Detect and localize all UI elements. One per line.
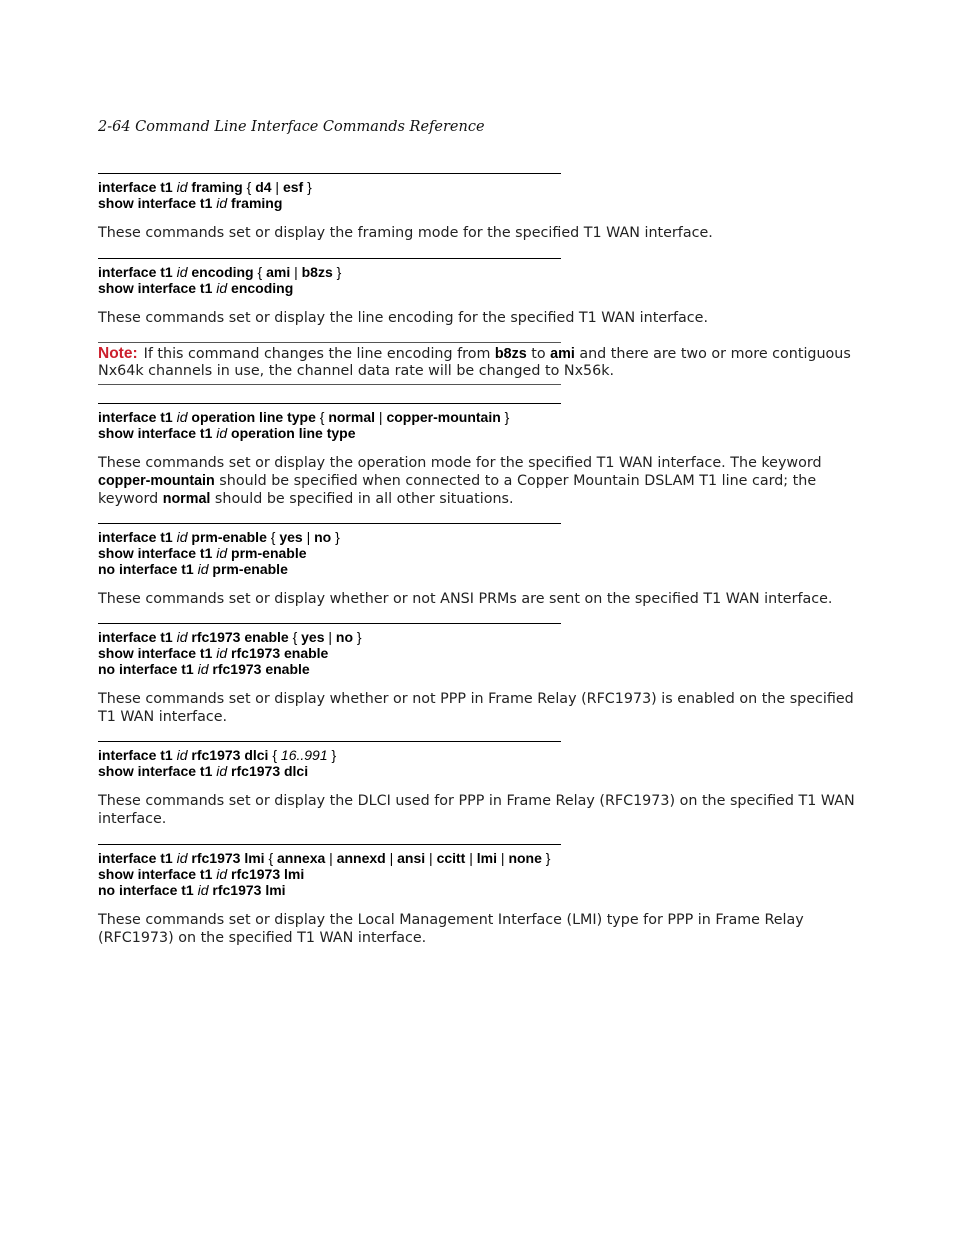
command-section-encoding bbox=[98, 258, 858, 327]
text-run: | bbox=[497, 850, 509, 866]
text-run: These commands set or display the DLCI used for PPP in Frame Relay (RFC1973) on the specified T1 WAN interface. bbox=[98, 793, 855, 827]
text-run: | bbox=[302, 529, 315, 545]
text-run: should be specified in all other situations. bbox=[210, 491, 514, 507]
keyword: no interface t1 bbox=[98, 882, 198, 898]
keyword: rfc1973 lmi bbox=[187, 850, 269, 866]
keyword: normal bbox=[162, 491, 211, 507]
parameter: id bbox=[176, 179, 188, 195]
parameter: id bbox=[216, 195, 228, 211]
command-section-rfc1973-enable bbox=[98, 623, 858, 726]
keyword: copper-mountain bbox=[98, 473, 215, 489]
section-rule bbox=[98, 173, 561, 174]
keyword: interface t1 bbox=[98, 747, 177, 763]
keyword: rfc1973 enable bbox=[187, 629, 293, 645]
parameter: 16..991 bbox=[280, 747, 328, 763]
text-run: | bbox=[271, 179, 283, 195]
command-description bbox=[98, 309, 858, 327]
parameter: id bbox=[216, 280, 228, 296]
keyword: b8zs bbox=[494, 346, 527, 362]
text-run: | bbox=[290, 264, 302, 280]
note-box bbox=[98, 342, 858, 385]
command-description bbox=[98, 454, 858, 508]
keyword: b8zs bbox=[301, 264, 333, 280]
command-syntax-line bbox=[98, 280, 858, 296]
section-rule bbox=[98, 403, 561, 404]
keyword: show interface t1 bbox=[98, 645, 217, 661]
keyword: no bbox=[314, 529, 332, 545]
command-syntax-line bbox=[98, 882, 858, 898]
keyword: no interface t1 bbox=[98, 561, 198, 577]
command-syntax-line bbox=[98, 195, 858, 211]
text-run: { bbox=[268, 850, 278, 866]
text-run: | bbox=[425, 850, 437, 866]
keyword: interface t1 bbox=[98, 529, 177, 545]
keyword: no interface t1 bbox=[98, 661, 198, 677]
text-run: } bbox=[353, 629, 362, 645]
keyword: interface t1 bbox=[98, 409, 177, 425]
command-syntax-line bbox=[98, 747, 858, 763]
keyword: rfc1973 enable bbox=[227, 645, 329, 661]
keyword: yes bbox=[279, 529, 303, 545]
note-body bbox=[98, 343, 858, 380]
parameter: id bbox=[176, 264, 188, 280]
keyword: prm-enable bbox=[187, 529, 271, 545]
section-rule bbox=[98, 741, 561, 742]
text-run: } bbox=[327, 747, 337, 763]
parameter: id bbox=[216, 425, 228, 441]
keyword: lmi bbox=[476, 850, 498, 866]
parameter: id bbox=[216, 545, 228, 561]
keyword: framing bbox=[187, 179, 247, 195]
command-syntax-line bbox=[98, 529, 858, 545]
keyword: ami bbox=[550, 346, 575, 362]
command-section-framing bbox=[98, 173, 858, 242]
command-syntax-line bbox=[98, 645, 858, 661]
keyword: show interface t1 bbox=[98, 545, 217, 561]
text-run: { bbox=[292, 629, 302, 645]
text-run: | bbox=[324, 629, 336, 645]
parameter: id bbox=[176, 747, 188, 763]
command-syntax-line bbox=[98, 763, 858, 779]
command-syntax-line bbox=[98, 409, 858, 425]
keyword: rfc1973 enable bbox=[208, 661, 310, 677]
parameter: id bbox=[197, 561, 209, 577]
keyword: ccitt bbox=[436, 850, 466, 866]
keyword: prm-enable bbox=[208, 561, 288, 577]
text-run: | bbox=[465, 850, 477, 866]
keyword: interface t1 bbox=[98, 264, 177, 280]
command-syntax-line bbox=[98, 545, 858, 561]
keyword: ami bbox=[266, 264, 291, 280]
keyword: show interface t1 bbox=[98, 280, 217, 296]
keyword: rfc1973 dlci bbox=[187, 747, 273, 763]
keyword: show interface t1 bbox=[98, 763, 217, 779]
section-rule bbox=[98, 258, 561, 259]
command-description bbox=[98, 590, 858, 608]
command-syntax-line bbox=[98, 264, 858, 280]
command-description bbox=[98, 690, 858, 726]
keyword: prm-enable bbox=[227, 545, 307, 561]
text-run: } bbox=[303, 179, 312, 195]
text-run: These commands set or display whether or not ANSI PRMs are sent on the specified T1 WAN interface. bbox=[98, 591, 833, 607]
text-run: These commands set or display whether or not PPP in Frame Relay (RFC1973) is enabled on the specified T1 WAN interface. bbox=[98, 691, 854, 725]
command-section-operation-line-type bbox=[98, 403, 858, 508]
text-run: } bbox=[331, 529, 340, 545]
text-run: should be specified when connected to a Copper Mountain DSLAM T1 line card; the keyword bbox=[98, 473, 817, 507]
command-syntax-line bbox=[98, 425, 858, 441]
parameter: id bbox=[216, 866, 228, 882]
text-run: { bbox=[257, 264, 267, 280]
section-rule bbox=[98, 844, 561, 845]
command-description bbox=[98, 224, 858, 242]
command-syntax-line bbox=[98, 661, 858, 677]
command-description bbox=[98, 792, 858, 828]
command-syntax-line bbox=[98, 629, 858, 645]
text-run: { bbox=[270, 529, 280, 545]
text-run: | bbox=[375, 409, 387, 425]
text-run: } bbox=[541, 850, 551, 866]
text-run: { bbox=[319, 409, 329, 425]
section-rule bbox=[98, 623, 561, 624]
keyword: no bbox=[335, 629, 354, 645]
text-run: to bbox=[526, 346, 551, 362]
keyword: interface t1 bbox=[98, 179, 177, 195]
keyword: interface t1 bbox=[98, 850, 177, 866]
text-run: } bbox=[500, 409, 510, 425]
keyword: d4 bbox=[255, 179, 272, 195]
text-run: and there are two or more contiguous Nx64k channels in use, the channel data rate will be changed to Nx56k. bbox=[98, 346, 851, 379]
keyword: show interface t1 bbox=[98, 866, 217, 882]
parameter: id bbox=[176, 629, 188, 645]
keyword: none bbox=[508, 850, 542, 866]
text-run: } bbox=[332, 264, 342, 280]
text-run: { bbox=[246, 179, 256, 195]
text-run: These commands set or display the line encoding for the specified T1 WAN interface. bbox=[98, 310, 708, 326]
command-section-rfc1973-dlci bbox=[98, 741, 858, 828]
running-head: 2-64 Command Line Interface Commands Reference bbox=[98, 119, 485, 135]
keyword: rfc1973 dlci bbox=[227, 763, 309, 779]
keyword: framing bbox=[227, 195, 283, 211]
keyword: encoding bbox=[187, 264, 258, 280]
parameter: id bbox=[216, 645, 228, 661]
section-rule bbox=[98, 523, 561, 524]
keyword: show interface t1 bbox=[98, 425, 217, 441]
note-rule-bottom bbox=[98, 384, 561, 385]
keyword: rfc1973 lmi bbox=[227, 866, 305, 882]
command-syntax-line bbox=[98, 561, 858, 577]
keyword: ansi bbox=[397, 850, 426, 866]
command-section-rfc1973-lmi bbox=[98, 844, 858, 947]
parameter: id bbox=[176, 850, 188, 866]
command-syntax-line bbox=[98, 866, 858, 882]
note-label: Note: bbox=[98, 345, 138, 362]
text-run: If this command changes the line encoding from bbox=[143, 346, 495, 362]
keyword: operation line type bbox=[187, 409, 320, 425]
keyword: operation line type bbox=[227, 425, 356, 441]
command-section-prm-enable bbox=[98, 523, 858, 608]
command-syntax-line bbox=[98, 179, 858, 195]
keyword: yes bbox=[301, 629, 325, 645]
parameter: id bbox=[197, 661, 209, 677]
parameter: id bbox=[176, 409, 188, 425]
text-run: { bbox=[272, 747, 281, 763]
note-text bbox=[98, 346, 851, 379]
keyword: interface t1 bbox=[98, 629, 177, 645]
keyword: rfc1973 lmi bbox=[208, 882, 286, 898]
keyword: normal bbox=[328, 409, 376, 425]
text-run: These commands set or display the framing mode for the specified T1 WAN interface. bbox=[98, 225, 713, 241]
keyword: show interface t1 bbox=[98, 195, 217, 211]
text-run: | bbox=[385, 850, 398, 866]
text-run: | bbox=[325, 850, 337, 866]
keyword: annexd bbox=[336, 850, 386, 866]
command-syntax-line bbox=[98, 850, 858, 866]
keyword: esf bbox=[282, 179, 304, 195]
parameter: id bbox=[176, 529, 188, 545]
parameter: id bbox=[216, 763, 228, 779]
command-description bbox=[98, 911, 858, 947]
parameter: id bbox=[197, 882, 209, 898]
keyword: encoding bbox=[227, 280, 294, 296]
text-run: These commands set or display the Local Management Interface (LMI) type for PPP in Frame Relay (RFC1973) on the specified T1 WAN interface. bbox=[98, 912, 804, 946]
keyword: copper-mountain bbox=[386, 409, 501, 425]
text-run: These commands set or display the operation mode for the specified T1 WAN interface. The keyword bbox=[98, 455, 822, 471]
keyword: annexa bbox=[277, 850, 326, 866]
